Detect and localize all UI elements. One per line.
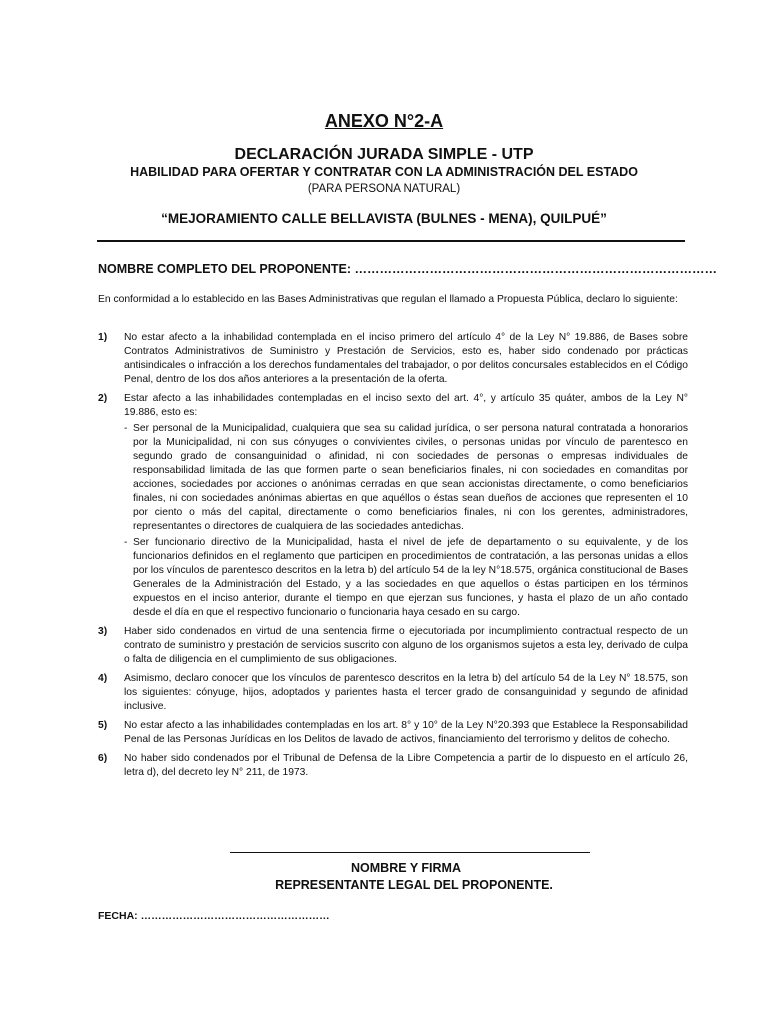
list-item: [98, 719, 688, 747]
list-item: [98, 392, 688, 620]
list-item: [98, 331, 688, 387]
item-number: 2): [98, 393, 108, 404]
item-text: No estar afecto a la inhabilidad contemplada en el inciso primero del artículo 4° de la Ley N° 19.886, de Bases sobre Contratos Administrativos de Suministro y Prestación de Servicios, esto es, haber sido condenado por prácticas antisindicales o infracción a los derechos fundamentales del trabajador, o por delitos concursales establecidos en el Código Penal, dentro de los dos años anteriores a la presentación de la oferta.: [124, 332, 688, 385]
document-subtitle-persona: (PARA PERSONA NATURAL): [307, 183, 461, 195]
sub-bullet: [124, 422, 688, 534]
proponent-name-field: NOMBRE COMPLETO DEL PROPONENTE: ……………………………………………………………………………: [98, 262, 718, 276]
item-text: Estar afecto a las inhabilidades contempladas en el inciso sexto del art. 4°, y artículo 35 quáter, ambos de la Ley N° 19.886, esto es:: [124, 393, 688, 418]
signature-line: [230, 852, 590, 853]
signature-representative-label: REPRESENTANTE LEGAL DEL PROPONENTE.: [275, 878, 553, 892]
sub-bullet-text: Ser funcionario directivo de la Municipalidad, hasta el nivel de jefe de departamento o su equivalente, y de los funcionarios definidos en el reglamento que participen en procedimientos de contratación, a las personas unidas a ellos por los vínculos de parentesco descritos en la letra b) del artículo 54 de la ley N°18.575, orgánica constitucional de Bases Generales de la Administración del Estado, y a las sociedades en que aquellos o éstas participen en los términos expuestos en el inciso anterior, durante el tiempo en que ejerzan sus funciones, y hasta el plazo de un año contado desde el día en que el respectivo funcionario o funcionaria haya cesado en su cargo.: [133, 537, 688, 618]
list-item: [98, 672, 688, 714]
document-subtitle: DECLARACIÓN JURADA SIMPLE - UTP: [234, 146, 534, 163]
item-text: Asimismo, declaro conocer que los vínculos de parentesco descritos en la letra b) del artículo 54 de la Ley N° 18.575, son los siguientes: cónyuge, hijos, adoptados y parientes hasta el tercer grado de consanguinidad y segundo de afinidad inclusive.: [124, 673, 688, 712]
sub-bullet: [124, 536, 688, 620]
item-number: 4): [98, 673, 108, 684]
item-number: 5): [98, 720, 108, 731]
date-field: FECHA: ………………………………………………: [98, 910, 330, 922]
item-text: No estar afecto a las inhabilidades contempladas en los art. 8° y 10° de la Ley N°20.393 que Establece la Responsabilidad Penal de las Personas Jurídicas en los Delitos de lavado de activos, financiamiento del terrorismo y delitos de cohecho.: [124, 720, 688, 745]
item-number: 6): [98, 753, 108, 764]
document-subtitle-habilidad: HABILIDAD PARA OFERTAR Y CONTRATAR CON LA ADMINISTRACIÓN DEL ESTADO: [130, 165, 638, 179]
sub-bullet-text: Ser personal de la Municipalidad, cualquiera que sea su calidad jurídica, o ser persona natural contratada a honorarios por la Municipalidad, ni con sus cónyuges o convivientes civiles, o personas unidas por vínculo de parentesco en segundo grado de consanguinidad o afinidad, ni con sociedades de personas o empresas individuales de responsabilidad limitada de las que formen parte o sean beneficiarios finales, ni con sociedades en comanditas por acciones, sociedades por acciones o anónimas cerradas en que sean accionistas directamente, o como beneficiarios finales, ni con sociedades anónimas abiertas en que aquéllos o éstas sean dueños de acciones que representen el 10 por ciento o más del capital, directamente o como beneficiarios finales, ni con los gerentes, administradores, representantes o directores de cualquiera de las sociedades antedichas.: [133, 423, 688, 532]
item-text: Haber sido condenados en virtud de una sentencia firme o ejecutoriada por incumplimiento contractual respecto de un contrato de suministro y prestación de servicios suscrito con alguno de los organismos sujetos a esta ley, derivado de culpa o falta de diligencia en el cumplimiento de sus obligaciones.: [124, 626, 688, 665]
list-item: [98, 752, 688, 780]
item-text: No haber sido condenados por el Tribunal de Defensa de la Libre Competencia a partir de lo dispuesto en el artículo 26, letra d), del decreto ley N° 211, de 1973.: [124, 753, 688, 778]
list-item: [98, 625, 688, 667]
dash-bullet-icon: -: [124, 423, 128, 434]
dash-bullet-icon: -: [124, 537, 128, 548]
item-number: 1): [98, 332, 108, 343]
item-number: 3): [98, 626, 108, 637]
intro-paragraph: En conformidad a lo establecido en las Bases Administrativas que regulan el llamado a Propuesta Pública, declaro lo siguiente:: [98, 294, 678, 305]
declaration-list: [98, 331, 688, 785]
document-title: ANEXO N°2-A: [324, 111, 444, 131]
signature-name-label: NOMBRE Y FIRMA: [351, 861, 461, 875]
project-name: “MEJORAMIENTO CALLE BELLAVISTA (BULNES - MENA), QUILPUÉ”: [161, 211, 607, 226]
header-divider: [97, 240, 685, 242]
